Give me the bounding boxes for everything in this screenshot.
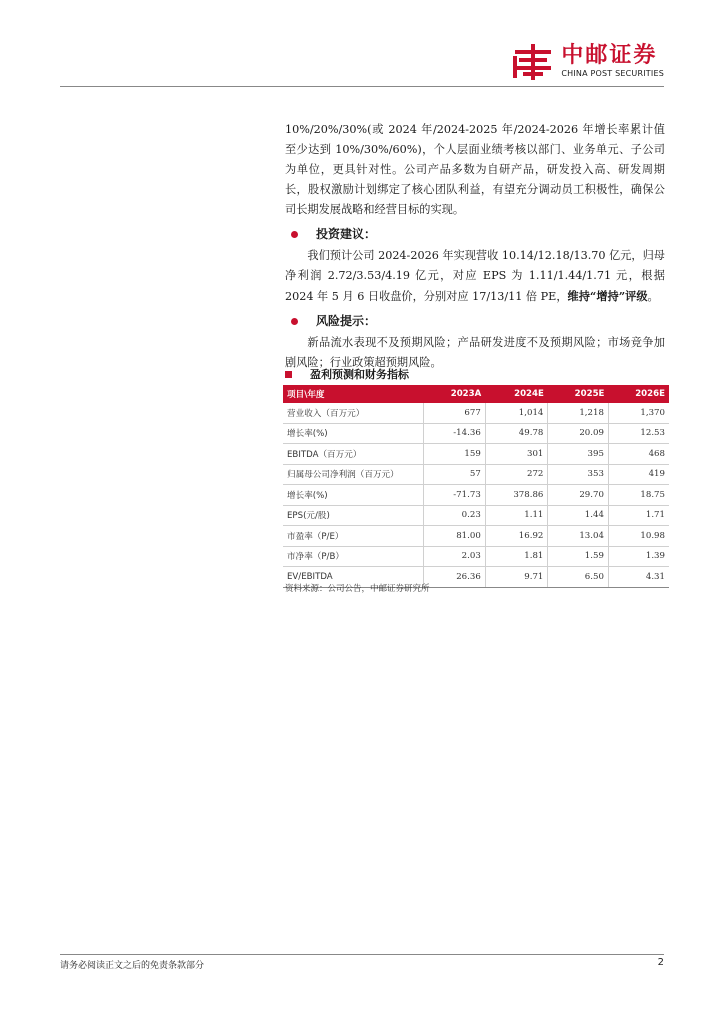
table-row bbox=[283, 444, 669, 465]
table-cell: -14.36 bbox=[424, 423, 486, 444]
row-label: EBITDA（百万元） bbox=[283, 444, 424, 465]
table-cell: 353 bbox=[548, 464, 609, 485]
section-investment-advice bbox=[285, 224, 665, 244]
china-post-logo-icon bbox=[511, 42, 555, 82]
table-cell: 1,370 bbox=[608, 403, 669, 423]
table-cell: 1.81 bbox=[485, 546, 548, 567]
paragraph-incentive: 10%/20%/30%(或 2024 年/2024-2025 年/2024-2026 年增长率累计值至少达到 10%/30%/60%)，个人层面业绩考核以部门、业务单元、子公司为单位，更具针对性。公司产品多数为自研产品，研发投入高、研发周期长，股权激励计划绑定了核心团队利益，有望充分调动员工积极性，确保公司长期发展战略和经营目标的实现。 bbox=[285, 123, 665, 216]
rating-text: 维持“增持”评级 bbox=[567, 289, 648, 303]
financial-forecast-table bbox=[283, 385, 669, 588]
table-cell: 159 bbox=[424, 444, 486, 465]
section-risk-title: 风险提示： bbox=[316, 314, 377, 328]
table-cell: 468 bbox=[608, 444, 669, 465]
row-label: EV/EBITDA bbox=[283, 567, 424, 588]
table-cell: 20.09 bbox=[548, 423, 609, 444]
square-bullet-icon bbox=[285, 371, 292, 378]
table-header-row bbox=[283, 385, 669, 403]
section-risk bbox=[285, 311, 665, 331]
paragraph-risk: 新品流水表现不及预期风险；产品研发进度不及预期风险；市场竞争加剧风险；行业政策超预期风险。 bbox=[285, 336, 665, 369]
table-cell: 2.03 bbox=[424, 546, 486, 567]
table-cell: 1.59 bbox=[548, 546, 609, 567]
table-cell: 13.04 bbox=[548, 526, 609, 547]
table-row bbox=[283, 505, 669, 526]
table-cell: 1,218 bbox=[548, 403, 609, 423]
page-header bbox=[60, 38, 664, 86]
row-label: 增长率(%) bbox=[283, 485, 424, 506]
report-body bbox=[285, 120, 665, 373]
table-cell: 1.71 bbox=[608, 505, 669, 526]
row-label: 增长率(%) bbox=[283, 423, 424, 444]
bullet-icon bbox=[291, 318, 298, 325]
table-cell: 9.71 bbox=[485, 567, 548, 588]
table-cell: 49.78 bbox=[485, 423, 548, 444]
table-cell: -71.73 bbox=[424, 485, 486, 506]
table-cell: 0.23 bbox=[424, 505, 486, 526]
row-label: 市净率（P/B） bbox=[283, 546, 424, 567]
page-number: 2 bbox=[657, 957, 664, 968]
table-cell: 10.98 bbox=[608, 526, 669, 547]
row-label: 营业收入（百万元） bbox=[283, 403, 424, 423]
table-cell: 29.70 bbox=[548, 485, 609, 506]
section-investment-title: 投资建议： bbox=[316, 227, 377, 241]
header-2024e: 2024E bbox=[485, 385, 548, 403]
table-cell: 677 bbox=[424, 403, 486, 423]
table-title-text: 盈利预测和财务指标 bbox=[310, 368, 409, 381]
header-item: 项目\年度 bbox=[283, 385, 424, 403]
header-2025e: 2025E bbox=[548, 385, 609, 403]
header-2023a: 2023A bbox=[424, 385, 486, 403]
table-row bbox=[283, 485, 669, 506]
header-divider bbox=[60, 86, 664, 87]
table-cell: 1.39 bbox=[608, 546, 669, 567]
bullet-icon bbox=[291, 231, 298, 238]
table-cell: 1.44 bbox=[548, 505, 609, 526]
table-cell: 419 bbox=[608, 464, 669, 485]
table-cell: 26.36 bbox=[424, 567, 486, 588]
footer-disclaimer: 请务必阅读正文之后的免责条款部分 bbox=[60, 961, 205, 971]
table-title bbox=[285, 366, 409, 382]
paragraph-investment bbox=[285, 246, 665, 307]
table-row bbox=[283, 464, 669, 485]
row-label: EPS(元/股) bbox=[283, 505, 424, 526]
table-cell: 4.31 bbox=[608, 567, 669, 588]
table-cell: 395 bbox=[548, 444, 609, 465]
investment-text: 我们预计公司 2024-2026 年实现营收 10.14/12.18/13.70 亿元，归母净利润 2.72/3.53/4.19 亿元，对应 EPS 为 1.11/1.44/1.71 元，根据 2024 年 5 月 6 日收盘价，分别对应 17/13/11 倍 PE， bbox=[285, 249, 665, 303]
brand-name-cn: 中邮证券 bbox=[561, 43, 658, 68]
table-cell: 1.11 bbox=[485, 505, 548, 526]
table-cell: 378.86 bbox=[485, 485, 548, 506]
row-label: 归属母公司净利润（百万元） bbox=[283, 464, 424, 485]
table-cell: 301 bbox=[485, 444, 548, 465]
investment-text-end: 。 bbox=[647, 290, 659, 303]
footer-divider bbox=[60, 954, 664, 955]
header-2026e: 2026E bbox=[608, 385, 669, 403]
table-cell: 1,014 bbox=[485, 403, 548, 423]
table-row bbox=[283, 423, 669, 444]
table-row bbox=[283, 403, 669, 423]
row-label: 市盈率（P/E） bbox=[283, 526, 424, 547]
table-cell: 12.53 bbox=[608, 423, 669, 444]
table-cell: 57 bbox=[424, 464, 486, 485]
table-row bbox=[283, 526, 669, 547]
table-cell: 16.92 bbox=[485, 526, 548, 547]
table-cell: 272 bbox=[485, 464, 548, 485]
brand-name-en: CHINA POST SECURITIES bbox=[561, 69, 664, 78]
table-source: 资料来源：公司公告，中邮证券研究所 bbox=[285, 584, 430, 594]
brand-logo bbox=[511, 40, 664, 84]
table-row bbox=[283, 546, 669, 567]
table-cell: 18.75 bbox=[608, 485, 669, 506]
table-cell: 6.50 bbox=[548, 567, 609, 588]
table-cell: 81.00 bbox=[424, 526, 486, 547]
